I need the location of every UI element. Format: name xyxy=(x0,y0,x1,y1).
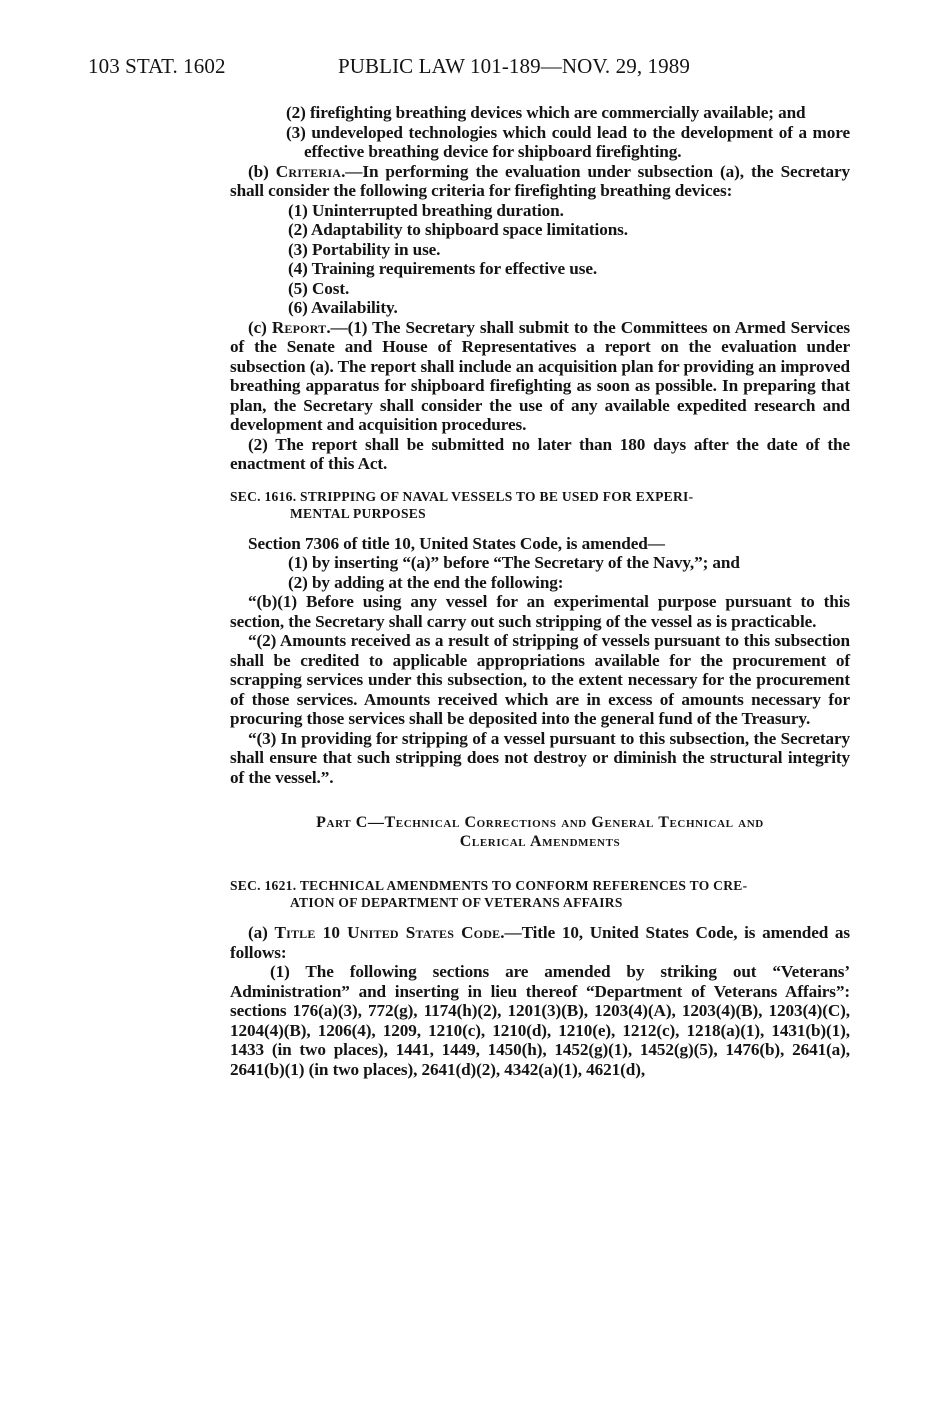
section-1621-a1: (1) The following sections are amended by striking out “Veterans’ Administration” and inserting in lieu thereof “Department of Veterans Affairs”: sections 176(a)(3), 772(g), 1174(h)(2), 1201(3)(B), 1203(4)(A), 1203(4)(B), 1203(4)(C), 1204(4)(B), 1206(4), 1209, 1210(c), 1210(d), 1210(e), 1212(c), 1218(a)(1), 1431(b)(1), 1433 (in two places), 1441, 1449, 1450(h), 1452(g)(1), 1452(g)(5), 1476(b), 2641(a), 2641(b)(1) (in two places), 2641(d)(2), 4342(a)(1), 4621(d), xyxy=(230,962,850,1079)
criteria-item: (1) Uninterrupted breathing duration. xyxy=(288,200,564,220)
section-1616-item2: (2) by adding at the end the following: xyxy=(288,572,564,592)
criteria-item: (5) Cost. xyxy=(288,278,350,298)
subsection-c-heading: Report xyxy=(271,317,327,337)
page-body xyxy=(230,103,850,1079)
section-1616-heading-line2: MENTAL PURPOSES xyxy=(290,505,426,521)
section-1616-b3: “(3) In providing for stripping of a vessel pursuant to this subsection, the Secretary shall ensure that such stripping does not destroy or diminish the structural integrity of the vessel.”. xyxy=(230,728,850,787)
subsection-b-text: .—In performing the evaluation under subsection (a), the Secretary shall consider the following criteria for firefighting breathing devices: xyxy=(230,161,850,200)
part-c-heading-line2: Clerical Amendments xyxy=(459,833,621,850)
subsection-b xyxy=(230,162,850,201)
criteria-item: (4) Training requirements for effective use. xyxy=(288,259,598,278)
section-1616-intro: Section 7306 of title 10, United States Code, is amended— xyxy=(248,533,665,553)
section-1616-heading xyxy=(230,488,850,522)
part-c-heading-line1: Part C—Technical Corrections and General Technical and xyxy=(316,814,764,831)
section-1616-item1: (1) by inserting “(a)” before “The Secretary of the Navy,”; and xyxy=(288,553,740,572)
subsection-b-heading: Criteria xyxy=(275,161,342,181)
section-1621-a-heading: Title 10 United States Code xyxy=(274,923,501,942)
section-1616-b2: “(2) Amounts received as a result of stripping of vessels pursuant to this subsection shall be credited to applicable appropriations available for the procurement of scrapping services under this subsection, to the extent necessary for the procurement of those services. Amounts received which are in excess of amounts necessary for procuring those services shall be deposited into the general fund of the Treasury. xyxy=(230,631,850,728)
section-1621-a-text: .—Title 10, United States Code, is amended as follows: xyxy=(230,923,850,962)
running-head: PUBLIC LAW 101-189—NOV. 29, 1989 xyxy=(338,54,690,78)
section-1621-heading-line1: SEC. 1621. TECHNICAL AMENDMENTS TO CONFORM REFERENCES TO CRE- xyxy=(230,878,748,893)
section-1621-heading xyxy=(230,877,850,911)
part-c-heading xyxy=(230,813,850,851)
subsection-c-text: .—(1) The Secretary shall submit to the Committees on Armed Services of the Senate and House of Representatives a report on the evaluation under subsection (a). The report shall include an acquisition plan for providing an improved breathing apparatus for shipboard firefighting as soon as possible. In preparing that plan, the Secretary shall consider the use of any available expedited research and development and acquisition procedures. xyxy=(230,317,850,434)
section-1616-heading-line1: SEC. 1616. STRIPPING OF NAVAL VESSELS TO BE USED FOR EXPERI- xyxy=(230,488,694,504)
stat-page-number: 103 STAT. 1602 xyxy=(88,54,226,78)
section-1621-a xyxy=(230,923,850,962)
section-1616-b1: “(b)(1) Before using any vessel for an experimental purpose pursuant to this section, the Secretary shall carry out such stripping of the vessel as is practicable. xyxy=(230,592,850,631)
criteria-item: (6) Availability. xyxy=(288,298,398,317)
section-1621-a-label: (a) xyxy=(248,923,275,942)
paragraph-a2: (2) firefighting breathing devices which are commercially available; and xyxy=(286,103,806,122)
subsection-c-label: (c) xyxy=(248,317,272,337)
criteria-item: (3) Portability in use. xyxy=(288,239,441,259)
paragraph-a3: (3) undeveloped technologies which could lead to the development of a more effective breathing device for shipboard firefighting. xyxy=(286,122,850,161)
page-header xyxy=(88,54,848,84)
subsection-b-label: (b) xyxy=(248,161,276,181)
subsection-c xyxy=(230,318,850,435)
section-1621-heading-line2: ATION OF DEPARTMENT OF VETERANS AFFAIRS xyxy=(290,895,623,910)
subsection-c2: (2) The report shall be submitted no later than 180 days after the date of the enactment of this Act. xyxy=(230,434,850,473)
criteria-item: (2) Adaptability to shipboard space limitations. xyxy=(288,220,628,239)
